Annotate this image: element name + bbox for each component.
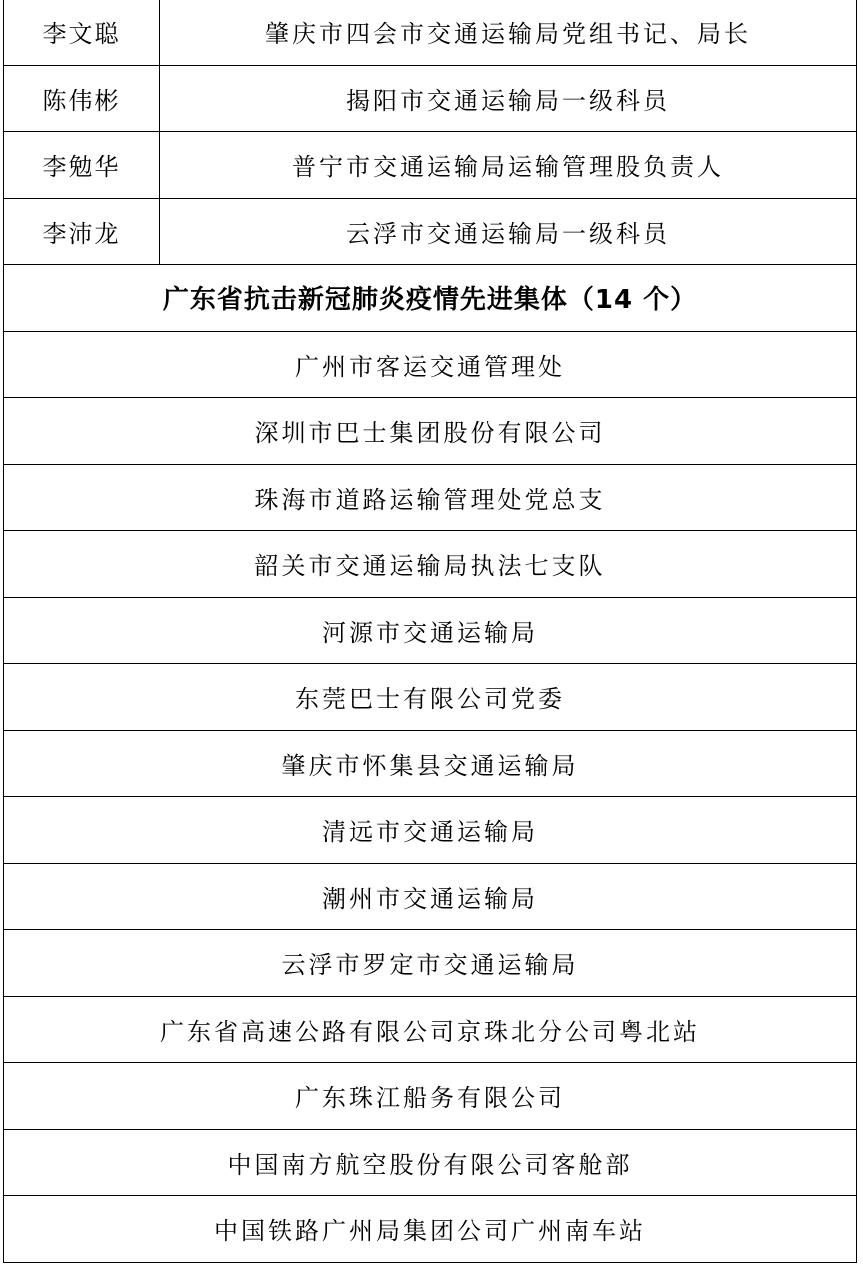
table-row — [4, 930, 856, 997]
person-title: 揭阳市交通运输局一级科员 — [346, 86, 670, 115]
person-title: 普宁市交通运输局运输管理股负责人 — [292, 153, 724, 182]
table-row — [4, 0, 856, 66]
person-name: 李勉华 — [4, 132, 160, 198]
organization-name: 珠海市道路运输管理处党总支 — [254, 485, 606, 514]
organization-name: 广东省高速公路有限公司京珠北分公司粤北站 — [160, 1017, 700, 1046]
organization-name: 中国铁路广州局集团公司广州南车站 — [214, 1217, 646, 1246]
organization-name: 清远市交通运输局 — [322, 818, 538, 847]
organization-name: 潮州市交通运输局 — [322, 884, 538, 913]
honors-table — [3, 0, 857, 1263]
table-row — [4, 132, 856, 199]
table-row — [4, 997, 856, 1064]
organization-name: 东莞巴士有限公司党委 — [295, 685, 565, 714]
organization-name: 中国南方航空股份有限公司客舱部 — [227, 1150, 633, 1179]
table-row — [4, 199, 856, 266]
organization-name: 广州市客运交通管理处 — [295, 352, 565, 381]
person-title: 肇庆市四会市交通运输局党组书记、局长 — [265, 20, 751, 49]
organization-name: 云浮市罗定市交通运输局 — [281, 951, 579, 980]
organization-name: 肇庆市怀集县交通运输局 — [281, 751, 579, 780]
person-name: 陈伟彬 — [4, 66, 160, 132]
table-row — [4, 398, 856, 465]
table-row — [4, 598, 856, 665]
organization-name: 广东珠江船务有限公司 — [295, 1084, 565, 1113]
table-row — [4, 664, 856, 731]
organization-name: 河源市交通运输局 — [322, 618, 538, 647]
section-heading: 广东省抗击新冠肺炎疫情先进集体（14 个） — [162, 285, 698, 316]
table-row — [4, 1130, 856, 1197]
table-row — [4, 332, 856, 399]
table-row — [4, 531, 856, 598]
table-row — [4, 731, 856, 798]
person-title: 云浮市交通运输局一级科员 — [346, 219, 670, 248]
person-name: 李沛龙 — [4, 199, 160, 265]
person-name: 李文聪 — [4, 0, 160, 65]
table-row — [4, 1196, 856, 1263]
table-row — [4, 66, 856, 133]
table-row — [4, 797, 856, 864]
table-row — [4, 1063, 856, 1130]
table-row — [4, 465, 856, 532]
section-heading-row — [4, 265, 856, 332]
organization-name: 韶关市交通运输局执法七支队 — [254, 552, 606, 581]
table-row — [4, 864, 856, 931]
organization-name: 深圳市巴士集团股份有限公司 — [254, 419, 606, 448]
